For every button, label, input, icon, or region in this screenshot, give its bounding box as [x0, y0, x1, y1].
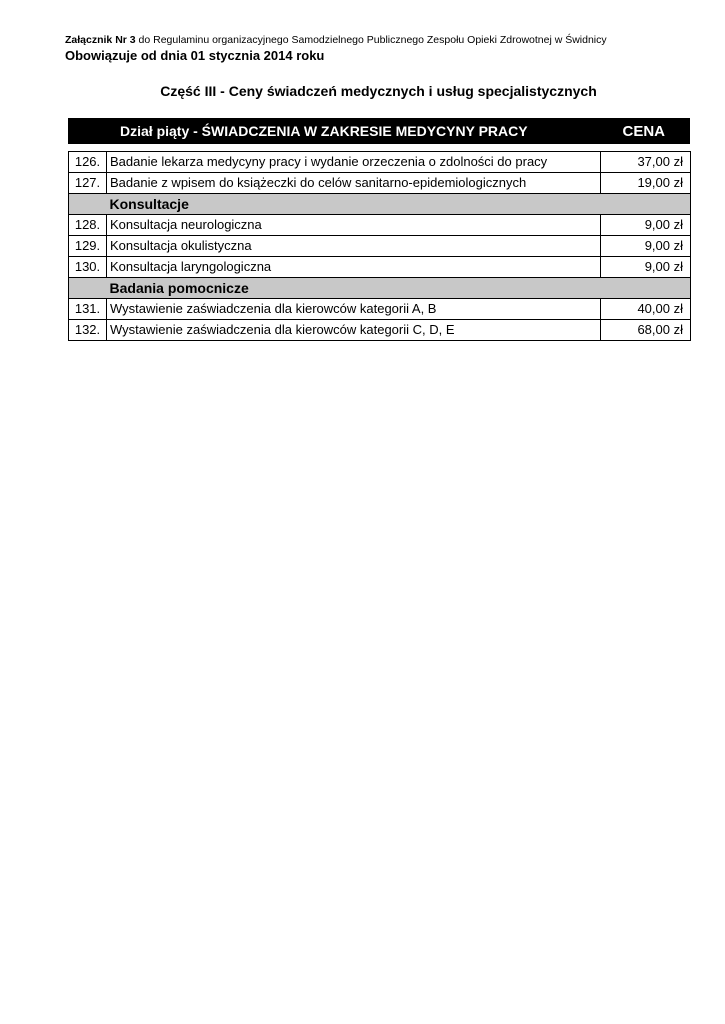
table-row — [69, 152, 691, 173]
section-title: Dział piąty - ŚWIADCZENIA W ZAKRESIE MEDYCYNY PRACY — [120, 123, 528, 139]
item-description: Badanie z wpisem do książeczki do celów sanitarno-epidemiologicznych — [107, 173, 601, 194]
item-description: Wystawienie zaświadczenia dla kierowców kategorii C, D, E — [107, 320, 601, 341]
item-price: 37,00 zł — [601, 152, 691, 173]
table-row — [69, 215, 691, 236]
category-label: Badania pomocnicze — [107, 278, 601, 299]
item-price: 40,00 zł — [601, 299, 691, 320]
item-description: Konsultacja laryngologiczna — [107, 257, 601, 278]
part-title: Część III - Ceny świadczeń medycznych i usług specjalistycznych — [160, 83, 597, 99]
item-number: 128. — [69, 215, 107, 236]
item-number: 127. — [69, 173, 107, 194]
category-spacer — [69, 194, 107, 215]
category-spacer — [69, 278, 107, 299]
table-row — [69, 236, 691, 257]
category-label: Konsultacje — [107, 194, 601, 215]
item-number: 129. — [69, 236, 107, 257]
price-table — [68, 151, 691, 341]
section-header-bar — [68, 118, 690, 144]
price-column-header: CENA — [622, 123, 665, 140]
item-number: 126. — [69, 152, 107, 173]
category-spacer — [601, 194, 691, 215]
item-price: 9,00 zł — [601, 236, 691, 257]
item-description: Badanie lekarza medycyny pracy i wydanie orzeczenia o zdolności do pracy — [107, 152, 601, 173]
item-number: 131. — [69, 299, 107, 320]
category-row — [69, 278, 691, 299]
item-price: 9,00 zł — [601, 215, 691, 236]
annex-reference — [65, 34, 607, 46]
table-row — [69, 173, 691, 194]
category-spacer — [601, 278, 691, 299]
item-number: 130. — [69, 257, 107, 278]
item-number: 132. — [69, 320, 107, 341]
price-table-body — [69, 152, 691, 341]
annex-number: Załącznik Nr 3 — [65, 34, 136, 46]
table-row — [69, 299, 691, 320]
item-description: Konsultacja neurologiczna — [107, 215, 601, 236]
table-row — [69, 320, 691, 341]
item-description: Wystawienie zaświadczenia dla kierowców kategorii A, B — [107, 299, 601, 320]
item-price: 68,00 zł — [601, 320, 691, 341]
category-row — [69, 194, 691, 215]
item-price: 19,00 zł — [601, 173, 691, 194]
item-description: Konsultacja okulistyczna — [107, 236, 601, 257]
table-row — [69, 257, 691, 278]
valid-from-date: Obowiązuje od dnia 01 stycznia 2014 roku — [65, 48, 325, 63]
annex-description: do Regulaminu organizacyjnego Samodzielnego Publicznego Zespołu Opieki Zdrowotnej w Świdnicy — [135, 34, 607, 46]
item-price: 9,00 zł — [601, 257, 691, 278]
